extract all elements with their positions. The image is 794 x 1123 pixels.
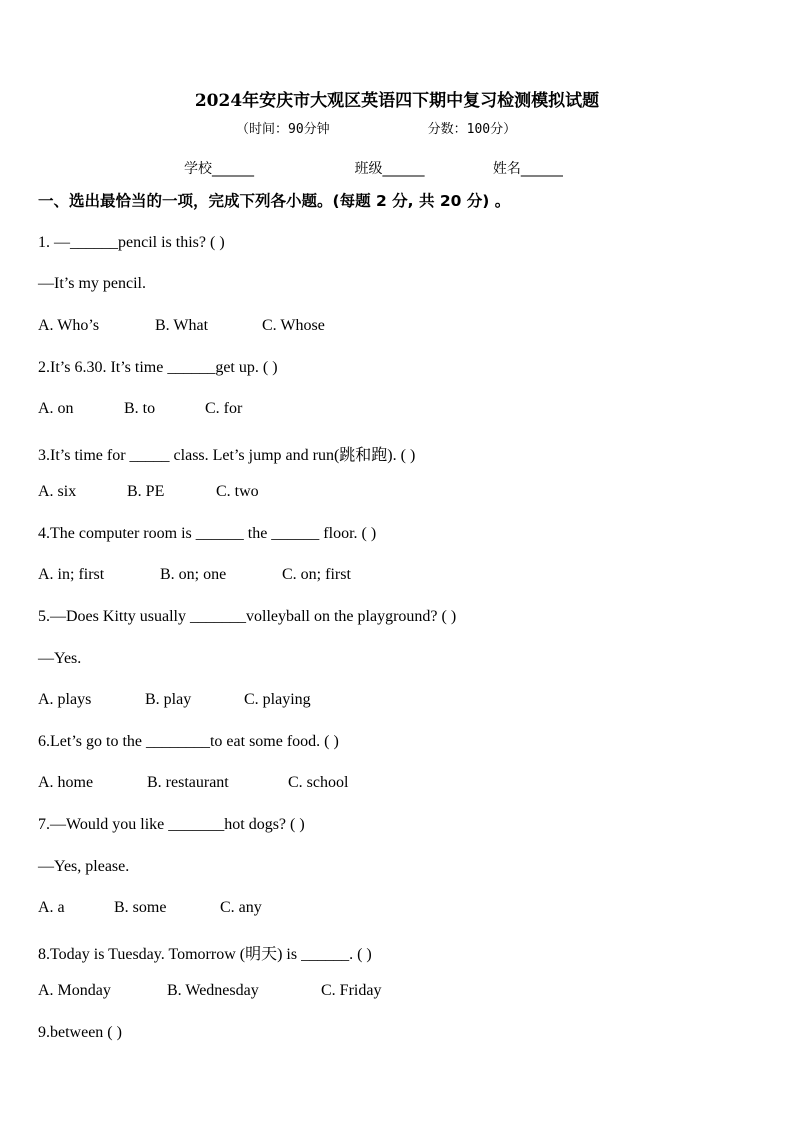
question-options: [38, 566, 351, 584]
option-c: C. two: [216, 483, 259, 500]
option-b: B. some: [114, 899, 167, 916]
question-options: [38, 317, 325, 335]
option-a: A. on: [38, 400, 74, 417]
option-c: C. school: [288, 774, 349, 791]
question-stem: 1. —______pencil is this? ( ): [38, 234, 225, 251]
option-a: A. six: [38, 483, 77, 500]
option-b: B. What: [155, 317, 209, 334]
option-c: C. Whose: [262, 317, 325, 334]
total-score: 分数：100分）: [427, 122, 517, 137]
name-field: 姓名______: [492, 161, 563, 177]
question-options: [38, 483, 259, 501]
option-c: C. Friday: [321, 982, 382, 999]
question-stem: 7.—Would you like _______hot dogs? ( ): [38, 816, 305, 833]
option-b: B. play: [145, 691, 192, 708]
question-options: [38, 982, 381, 1000]
question-stem: 4.The computer room is ______ the ______ floor. ( ): [38, 525, 377, 542]
option-a: A. Who’s: [38, 317, 100, 334]
question-options: [38, 691, 311, 709]
option-b: B. PE: [127, 483, 165, 500]
question-stem: 9.between ( ): [38, 1024, 122, 1041]
option-a: A. home: [38, 774, 94, 791]
class-field: 班级______: [354, 161, 425, 177]
question-dialogue-line: —Yes, please.: [38, 858, 130, 875]
time-limit: （时间：90分钟: [236, 122, 330, 137]
option-a: A. Monday: [38, 982, 111, 999]
question-options: [38, 400, 242, 418]
option-c: C. for: [205, 400, 243, 417]
option-a: A. plays: [38, 691, 92, 708]
exam-subtitle: [236, 118, 516, 137]
question-stem: 5.—Does Kitty usually _______volleyball on the playground? ( ): [38, 608, 457, 625]
option-c: C. on; first: [282, 566, 351, 583]
exam-title: 2024年安庆市大观区英语四下期中复习检测模拟试题: [194, 91, 600, 111]
question-options: [38, 774, 348, 792]
question-options: [38, 899, 262, 917]
question-dialogue-line: —It’s my pencil.: [38, 275, 146, 292]
question-stem: 8.Today is Tuesday. Tomorrow (明天) is ______. ( ): [38, 946, 372, 963]
option-a: A. in; first: [38, 566, 105, 583]
option-c: C. playing: [244, 691, 311, 708]
school-field: 学校______: [184, 161, 254, 177]
option-b: B. to: [124, 400, 156, 417]
question-stem: 6.Let’s go to the ________to eat some food. ( ): [38, 733, 339, 750]
question-dialogue-line: —Yes.: [38, 650, 82, 667]
question-stem: 3.It’s time for _____ class. Let’s jump and run(跳和跑). ( ): [38, 447, 416, 464]
section-heading: 一、选出最恰当的一项，完成下列各小题。(每题 2 分, 共 20 分) 。: [38, 192, 511, 210]
question-stem: 2.It’s 6.30. It’s time ______get up. ( ): [38, 359, 278, 376]
option-a: A. a: [38, 899, 65, 916]
option-b: B. restaurant: [147, 774, 229, 791]
student-info-row: [184, 158, 563, 178]
option-c: C. any: [220, 899, 262, 916]
option-b: B. on; one: [160, 566, 227, 583]
option-b: B. Wednesday: [167, 982, 259, 999]
